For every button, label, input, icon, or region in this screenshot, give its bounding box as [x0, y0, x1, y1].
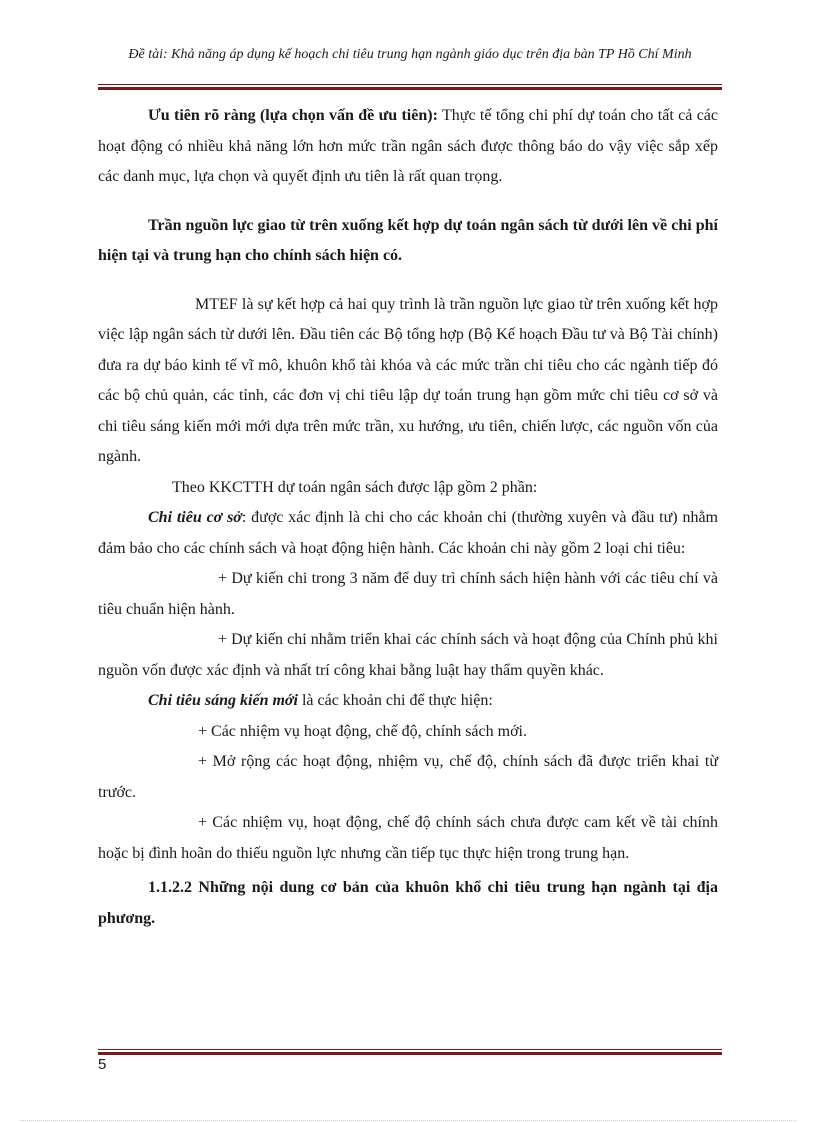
list-item-baseline-2: + Dự kiến chi nhằm triển khai các chính sách và hoạt động của Chính phủ khi nguồn vốn được xác định và nhất trí công khai bằng luật hay thẩm quyền khác. [98, 631, 718, 679]
section-heading-ceiling: Trần nguồn lực giao từ trên xuống kết hợp dự toán ngân sách từ dưới lên về chi phí hiện tại và trung hạn cho chính sách hiện có. [98, 216, 718, 264]
page-number: 5 [98, 1056, 107, 1073]
baseline-term: Chi tiêu cơ sở [148, 509, 242, 526]
page-edge-divider [20, 1120, 796, 1121]
paragraph-priority [98, 101, 718, 193]
header-rule [98, 84, 722, 90]
new-initiative-text: là các khoản chi để thực hiện: [297, 692, 493, 709]
paragraph-baseline-spending [98, 503, 718, 564]
footer-rule [98, 1049, 722, 1055]
running-header: Đề tài: Khả năng áp dụng kế hoạch chi tiêu trung hạn ngành giáo dục trên địa bàn TP Hồ Chí Minh [128, 47, 692, 62]
priority-text: Thực tế tổng chi phí dự toán cho tất cả các hoạt động có nhiều khả năng lớn hơn mức trần ngân sách được thông báo do vậy việc sắp xếp các danh mục, lựa chọn và quyết định ưu tiên là rất quan trọng. [98, 107, 719, 185]
paragraph-mtef: MTEF là sự kết hợp cả hai quy trình là trần nguồn lực giao từ trên xuống kết hợp việc lập ngân sách từ dưới lên. Đầu tiên các Bộ tổng hợp (Bộ Kế hoạch Đầu tư và Bộ Tài chính) đưa ra dự báo kinh tế vĩ mô, khuôn khổ tài khóa và các mức trần chi tiêu cho các ngành tiếp đó các bộ chủ quản, các tỉnh, các đơn vị chi tiêu lập dự toán trung hạn gồm mức chi tiêu cơ sở và chi tiêu sáng kiến mới mới dựa trên mức trần, xu hướng, ưu tiên, chiến lược, các nguồn vốn của ngành. [98, 295, 718, 465]
section-heading-1-1-2-2: 1.1.2.2 Những nội dung cơ bản của khuôn khổ chi tiêu trung hạn ngành tại địa phương. [98, 879, 718, 927]
body-text [98, 101, 718, 952]
list-item-initiative-2: + Mở rộng các hoạt động, nhiệm vụ, chế độ, chính sách đã được triển khai từ trước. [98, 753, 718, 801]
priority-term: Ưu tiên rõ ràng (lựa chọn vấn đề ưu tiên): [148, 107, 438, 124]
list-item-initiative-3: + Các nhiệm vụ, hoạt động, chế độ chính sách chưa được cam kết về tài chính hoặc bị đình hoãn do thiếu nguồn lực nhưng cần tiếp tục thực hiện trong trung hạn. [98, 814, 718, 862]
baseline-text: : được xác định là chi cho các khoản chi (thường xuyên và đầu tư) nhằm đảm bảo cho các chính sách và hoạt động hiện hành. Các khoản chi này gồm 2 loại chi tiêu: [98, 509, 718, 557]
list-item-initiative-1: + Các nhiệm vụ hoạt động, chế độ, chính sách mới. [198, 722, 527, 740]
paragraph-new-initiative [98, 686, 718, 717]
new-initiative-term: Chi tiêu sáng kiến mới [148, 692, 298, 709]
list-item-baseline-1: + Dự kiến chi trong 3 năm để duy trì chính sách hiện hành với các tiêu chí và tiêu chuẩn hiện hành. [98, 570, 718, 618]
paragraph-kkctth: Theo KKCTTH dự toán ngân sách được lập gồm 2 phần: [172, 478, 538, 496]
